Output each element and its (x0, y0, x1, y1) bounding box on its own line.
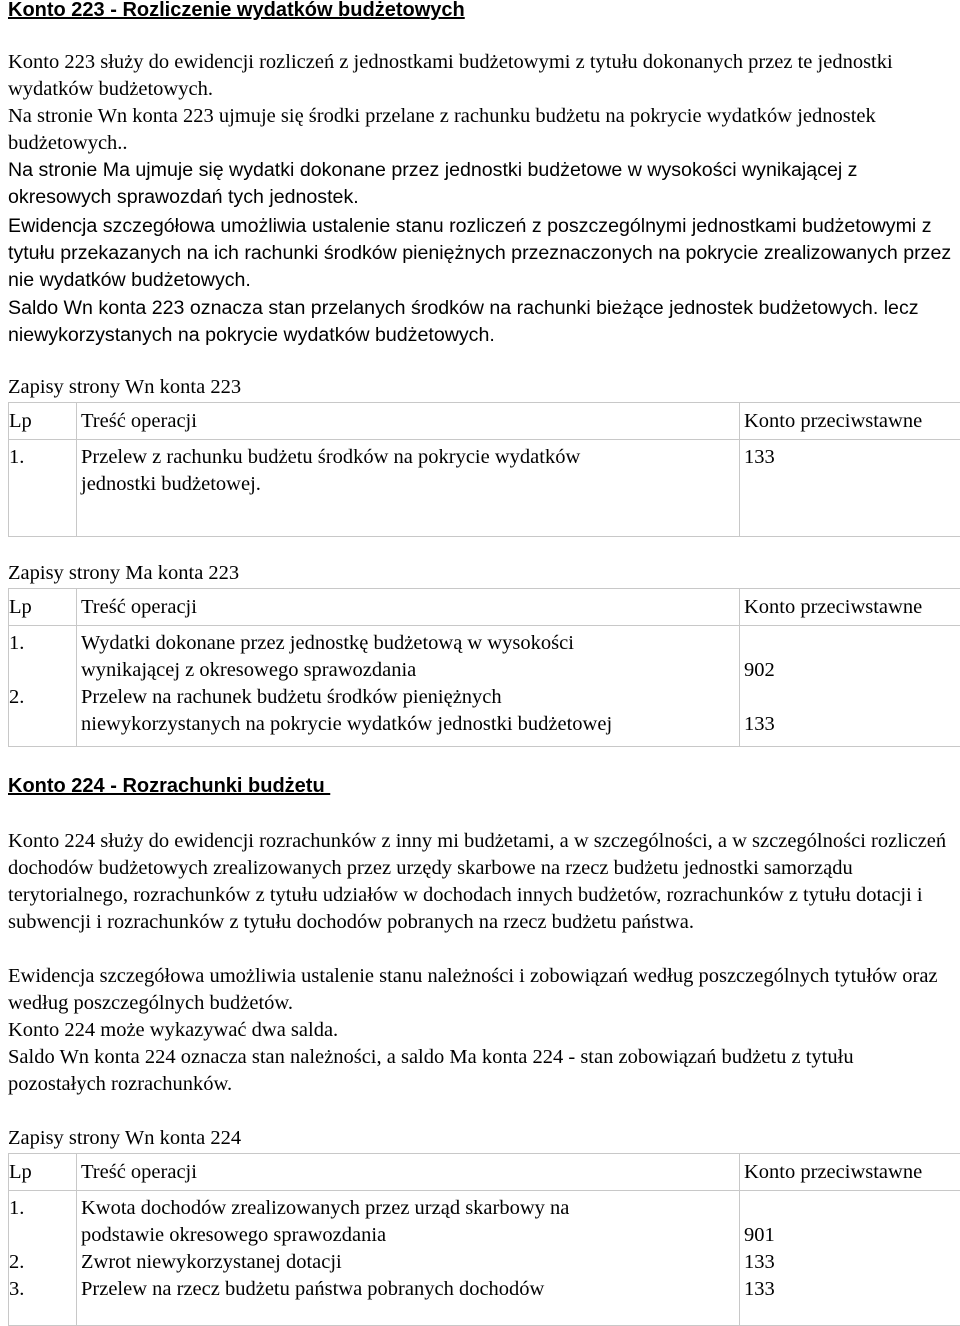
cell-lp (9, 1191, 77, 1326)
table-caption: Zapisy strony Ma konta 223 (8, 560, 239, 587)
header-konto: Konto przeciwstawne (740, 1154, 960, 1191)
paragraph: Konto 224 może wykazywać dwa salda. (8, 1017, 954, 1044)
cell-konto (740, 626, 960, 747)
cell-tresc-line: niewykorzystanych na pokrycie wydatków jednostki budżetowej (81, 711, 739, 738)
section-title: Konto 223 - Rozliczenie wydatków budżetowych (8, 0, 465, 24)
paragraph: Na stronie Ma ujmuje się wydatki dokonane przez jednostki budżetowe w wysokości wynikającej z okresowych sprawozdań tych jednostek. (8, 157, 954, 211)
cell-tresc-line: Kwota dochodów zrealizowanych przez urząd skarbowy na (81, 1195, 739, 1222)
header-tresc: Treść operacji (77, 403, 740, 440)
paragraph: Na stronie Wn konta 223 ujmuje się środki przelane z rachunku budżetu na pokrycie wydatków jednostek budżetowych.. (8, 103, 954, 157)
table-row (9, 1191, 960, 1326)
paragraph: Konto 223 służy do ewidencji rozliczeń z jednostkami budżetowymi z tytułu dokonanych przez te jednostki wydatków budżetowych. (8, 49, 954, 103)
cell-tresc-line: Wydatki dokonane przez jednostkę budżetową w wysokości (81, 630, 739, 657)
cell-tresc-line: wynikającej z okresowego sprawozdania (81, 657, 739, 684)
paragraph: Ewidencja szczegółowa umożliwia ustalenie stanu rozliczeń z poszczególnymi jednostkami budżetowymi z tytułu przekazanych na ich rachunki środków pieniężnych przeznaczonych na pokrycie zrealizowanych przez nie wydatków budżetowych. (8, 213, 954, 294)
table-header-row (9, 589, 960, 626)
header-lp: Lp (9, 1154, 77, 1191)
header-tresc: Treść operacji (77, 1154, 740, 1191)
table-ma-223 (8, 588, 960, 747)
table-caption: Zapisy strony Wn konta 223 (8, 374, 241, 401)
row-number: 3. (9, 1276, 76, 1303)
row-number: 2. (9, 1249, 76, 1276)
cell-tresc-line: Przelew na rachunek budżetu środków pieniężnych (81, 684, 739, 711)
cell-konto (740, 1191, 960, 1326)
konto-value: 901 (744, 1222, 960, 1249)
cell-tresc-line: Przelew z rachunku budżetu środków na pokrycie wydatków (81, 444, 739, 471)
konto-value: 902 (744, 657, 960, 684)
konto-value: 133 (744, 1249, 960, 1276)
paragraph: Konto 224 służy do ewidencji rozrachunków z inny mi budżetami, a w szczególności, a w szczególności rozliczeń dochodów budżetowych zrealizowanych przez urzędy skarbowe na rzecz budżetu jednostki samorządu terytorialnego, rozrachunków z tytułu udziałów w dochodach innych budżetów, rozrachunków z tytułu dotacji i subwencji i rozrachunków z tytułu dochodów pobranych na rzecz budżetu państwa. (8, 828, 954, 936)
table-wn-223 (8, 402, 960, 537)
table-caption: Zapisy strony Wn konta 224 (8, 1125, 241, 1152)
paragraph: Ewidencja szczegółowa umożliwia ustalenie stanu należności i zobowiązań według poszczególnych tytułów oraz według poszczególnych budżetów. (8, 963, 954, 1017)
table-row (9, 626, 960, 747)
paragraph: Saldo Wn konta 223 oznacza stan przelanych środków na rachunki bieżące jednostek budżetowych. lecz niewykorzystanych na pokrycie wydatków budżetowych. (8, 295, 954, 349)
cell-konto: 133 (740, 440, 960, 537)
header-konto: Konto przeciwstawne (740, 403, 960, 440)
cell-tresc-line: podstawie okresowego sprawozdania (81, 1222, 739, 1249)
row-number: 1. (9, 1195, 76, 1222)
cell-tresc (77, 1191, 740, 1326)
table-header-row (9, 403, 960, 440)
header-konto: Konto przeciwstawne (740, 589, 960, 626)
header-lp: Lp (9, 589, 77, 626)
cell-tresc (77, 626, 740, 747)
row-number: 1. (9, 630, 76, 657)
header-tresc: Treść operacji (77, 589, 740, 626)
header-lp: Lp (9, 403, 77, 440)
cell-tresc-line: jednostki budżetowej. (81, 471, 739, 498)
konto-value: 133 (744, 711, 960, 738)
cell-tresc (77, 440, 740, 537)
cell-lp (9, 626, 77, 747)
table-row (9, 440, 960, 537)
table-wn-224 (8, 1153, 960, 1326)
konto-value: 133 (744, 1276, 960, 1303)
cell-tresc-line: Przelew na rzecz budżetu państwa pobranych dochodów (81, 1276, 739, 1303)
cell-lp: 1. (9, 440, 77, 537)
row-number: 2. (9, 684, 76, 711)
table-header-row (9, 1154, 960, 1191)
cell-tresc-line: Zwrot niewykorzystanej dotacji (81, 1249, 739, 1276)
paragraph: Saldo Wn konta 224 oznacza stan należności, a saldo Ma konta 224 - stan zobowiązań budżetu z tytułu pozostałych rozrachunków. (8, 1044, 954, 1098)
section-title: Konto 224 - Rozrachunki budżetu (8, 773, 330, 800)
